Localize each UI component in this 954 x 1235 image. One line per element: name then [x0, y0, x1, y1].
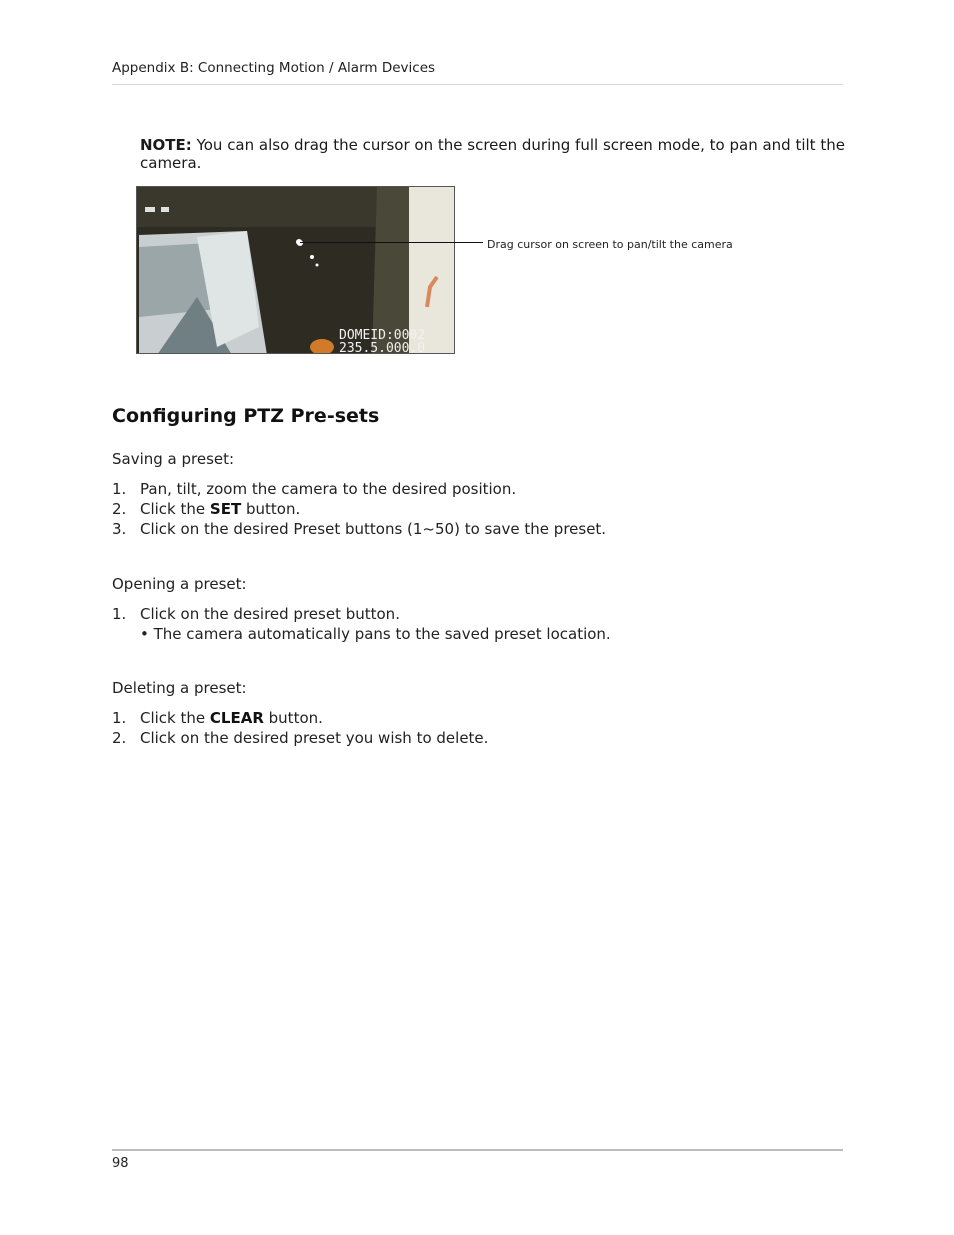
- step-text: Click the: [140, 500, 210, 518]
- step-text: Click the: [140, 709, 210, 727]
- list-item: [112, 708, 488, 728]
- step-number: 2.: [112, 500, 127, 518]
- deleting-heading: Deleting a preset:: [112, 679, 247, 697]
- opening-heading: Opening a preset:: [112, 575, 247, 593]
- step-number: 3.: [112, 520, 127, 538]
- note-paragraph: [140, 136, 845, 172]
- step-number: 1.: [112, 480, 127, 498]
- overlay-line-1: DOMEID:0002: [339, 328, 426, 343]
- list-item: [112, 519, 606, 539]
- list-item: [112, 728, 488, 748]
- opening-steps: [112, 604, 611, 644]
- overlay-line-2: 235.5.000.0: [339, 341, 426, 354]
- page-number: 98: [112, 1156, 129, 1171]
- set-keyword: SET: [209, 500, 242, 518]
- clear-keyword: CLEAR: [209, 709, 264, 727]
- list-item: [112, 499, 606, 519]
- step-number: 2.: [112, 729, 127, 747]
- saving-steps: [112, 479, 606, 539]
- deleting-steps: [112, 708, 488, 748]
- list-item: [112, 479, 606, 499]
- step-number: 1.: [112, 605, 127, 623]
- list-item: [112, 604, 611, 644]
- step-text: button.: [241, 500, 301, 518]
- step-bullet: • The camera automatically pans to the saved preset location.: [140, 625, 611, 643]
- step-text: Click on the desired Preset buttons (1~50) to save the preset.: [140, 520, 607, 538]
- note-label: NOTE:: [140, 136, 192, 154]
- step-text: Click on the desired preset you wish to delete.: [140, 729, 489, 747]
- callout-label: Drag cursor on screen to pan/tilt the camera: [487, 238, 733, 251]
- step-text: button.: [263, 709, 323, 727]
- saving-heading: Saving a preset:: [112, 450, 235, 468]
- step-text: Pan, tilt, zoom the camera to the desired position.: [140, 480, 517, 498]
- camera-screenshot: [136, 186, 455, 354]
- footer-divider: [112, 1149, 843, 1151]
- header-divider: [112, 84, 843, 85]
- step-text: Click on the desired preset button.: [140, 605, 400, 623]
- callout-leader-line: [300, 242, 483, 243]
- step-number: 1.: [112, 709, 127, 727]
- page-header: Appendix B: Connecting Motion / Alarm Devices: [112, 60, 436, 76]
- section-title: Configuring PTZ Pre-sets: [112, 405, 380, 427]
- note-text: You can also drag the cursor on the screen during full screen mode, to pan and tilt the camera.: [140, 136, 845, 172]
